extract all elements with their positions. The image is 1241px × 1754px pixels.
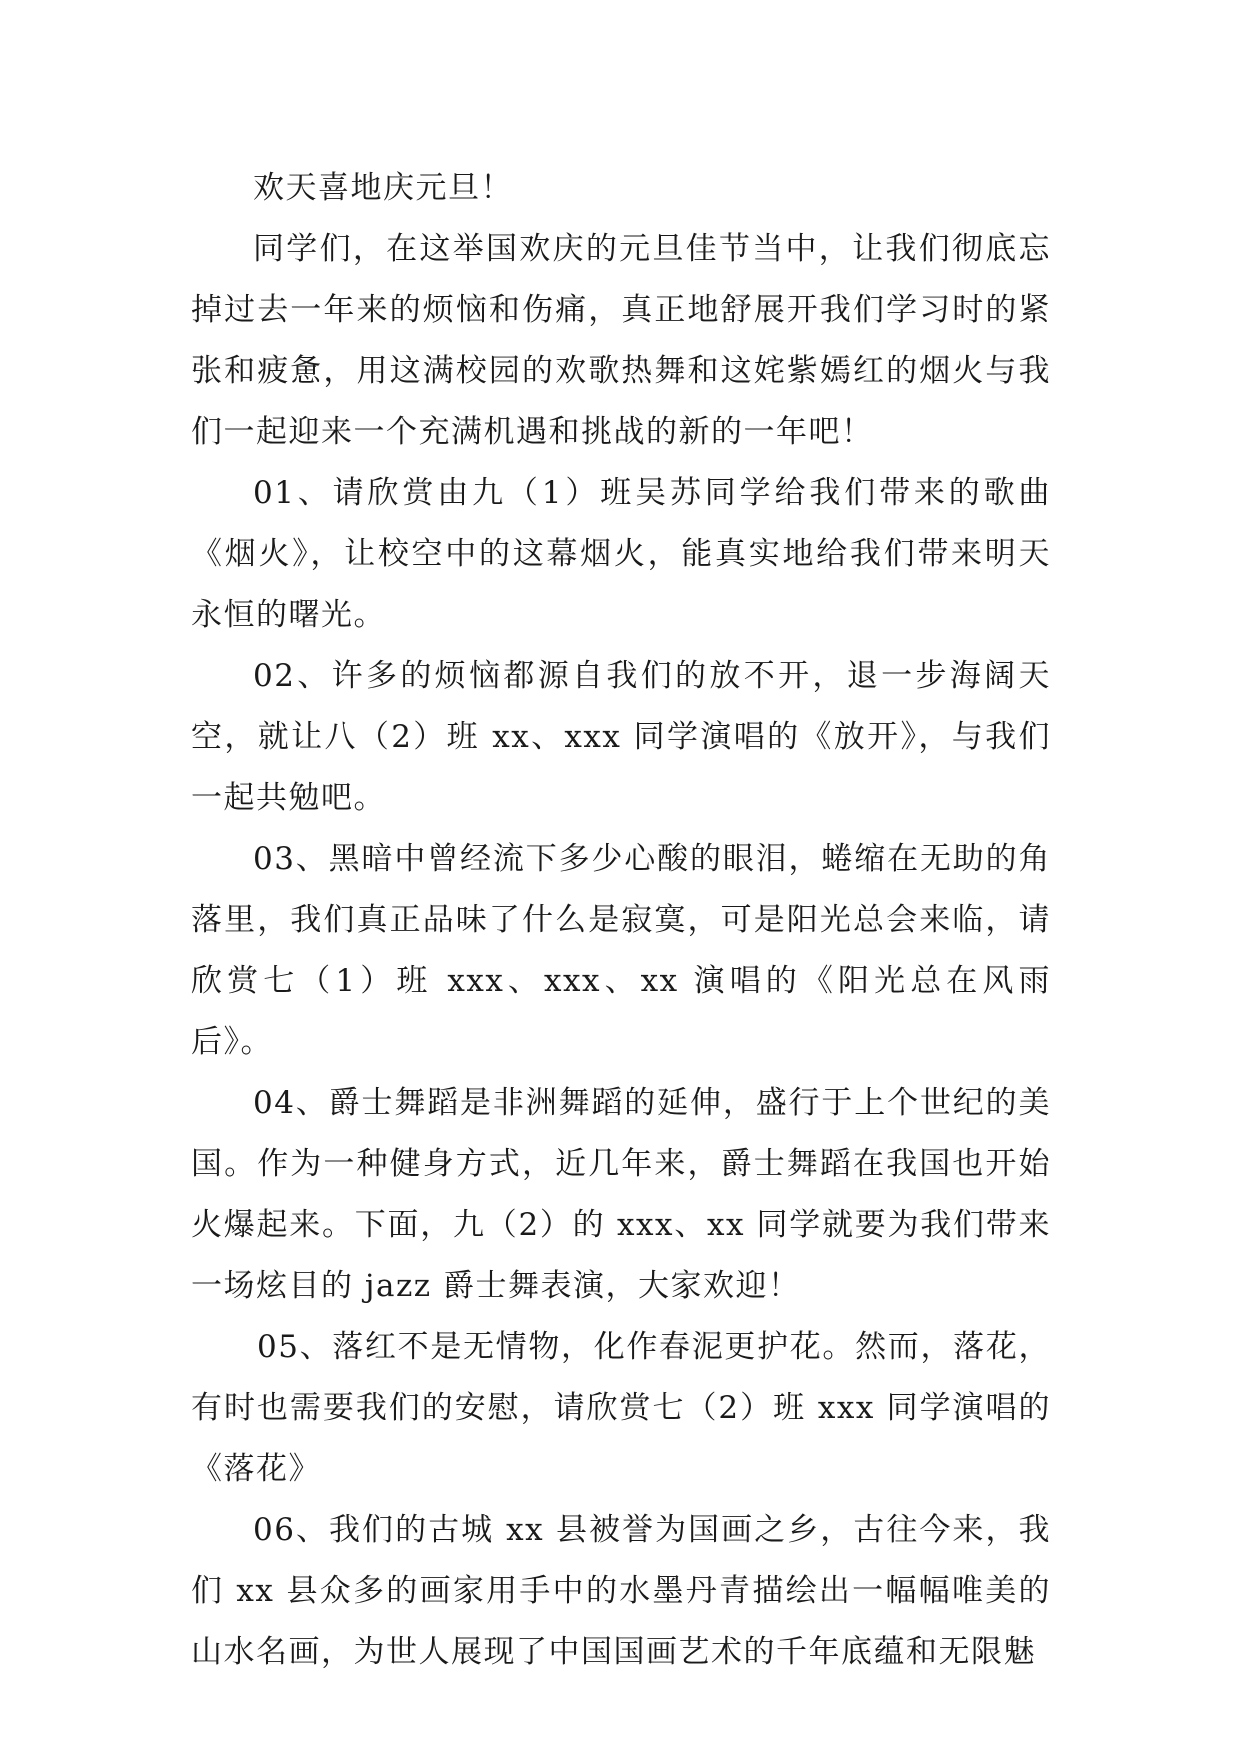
paragraph-program-05: 05、落红不是无情物，化作春泥更护花。然而，落花，有时也需要我们的安慰，请欣赏七（2）班 xxx 同学演唱的《落花》 bbox=[191, 1329, 1051, 1487]
body-text bbox=[191, 158, 1051, 1683]
paragraph-program-01: 01、请欣赏由九（1）班吴苏同学给我们带来的歌曲《烟火》，让校空中的这幕烟火，能真实地给我们带来明天永恒的曙光。 bbox=[191, 475, 1051, 633]
paragraph-intro: 同学们，在这举国欢庆的元旦佳节当中，让我们彻底忘掉过去一年来的烦恼和伤痛，真正地舒展开我们学习时的紧张和疲惫，用这满校园的欢歌热舞和这姹紫嫣红的烟火与我们一起迎来一个充满机遇和挑战的新的一年吧！ bbox=[191, 231, 1051, 450]
paragraph-greeting: 欢天喜地庆元旦！ bbox=[253, 170, 513, 206]
paragraph-program-06: 06、我们的古城 xx 县被誉为国画之乡，古往今来，我们 xx 县众多的画家用手中的水墨丹青描绘出一幅幅唯美的山水名画，为世人展现了中国国画艺术的千年底蕴和无限魅 bbox=[191, 1512, 1051, 1670]
paragraph-program-02: 02、许多的烦恼都源自我们的放不开，退一步海阔天空，就让八（2）班 xx、xxx 同学演唱的《放开》，与我们一起共勉吧。 bbox=[191, 658, 1051, 816]
paragraph-program-03: 03、黑暗中曾经流下多少心酸的眼泪，蜷缩在无助的角落里，我们真正品味了什么是寂寞，可是阳光总会来临，请欣赏七（1）班 xxx、xxx、xx 演唱的《阳光总在风雨后》。 bbox=[191, 841, 1051, 1060]
paragraph-program-04: 04、爵士舞蹈是非洲舞蹈的延伸，盛行于上个世纪的美国。作为一种健身方式，近几年来，爵士舞蹈在我国也开始火爆起来。下面，九（2）的 xxx、xx 同学就要为我们带来一场炫目的 jazz 爵士舞表演，大家欢迎！ bbox=[191, 1085, 1051, 1304]
